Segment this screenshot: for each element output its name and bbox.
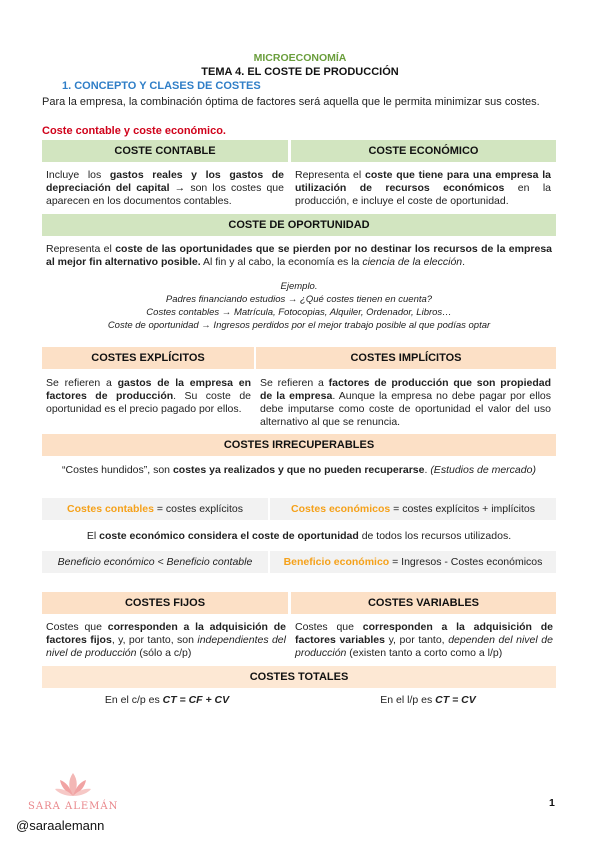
costes-fijos-header: COSTES FIJOS [42, 592, 288, 614]
costes-contables-equivalence: Costes contables = costes explícitos [42, 498, 268, 520]
coste-contable-text: Incluye los gastos reales y los gastos de depreciación del capital → son los costes que aparecen en los documentos contables. [46, 169, 285, 207]
example-label: Ejemplo. [280, 281, 318, 292]
costes-irrecuperables-header: COSTES IRRECUPERABLES [42, 434, 556, 456]
coste-oportunidad-text: Representa el coste de las oportunidades que se pierden por no destinar los recursos de la empresa al mejor fin alternativo posible. Al fin y al cabo, la economía es la ciencia de la elección. [46, 243, 552, 268]
costes-fijos-text: Costes que corresponden a la adquisición de factores fijos, y, por tanto, son independientes del nivel de producción (sólo a c/p) [46, 621, 286, 659]
costes-implicitos-header: COSTES IMPLÍCITOS [256, 347, 556, 369]
costes-economicos-equivalence: Costes económicos = costes explícitos + implícitos [270, 498, 556, 520]
subsection-heading: Coste contable y coste económico. [42, 125, 226, 137]
ct-largo-plazo: En el l/p es CT = CV [380, 694, 476, 706]
intro-text: Para la empresa, la combinación óptima de factores será aquella que le permita minimizar sus costes. [42, 96, 540, 108]
costes-explicitos-header: COSTES EXPLÍCITOS [42, 347, 254, 369]
example-line: Costes contables → Matrícula, Fotocopias, Alquiler, Ordenador, Libros… [146, 307, 452, 318]
costes-variables-header: COSTES VARIABLES [291, 592, 556, 614]
coste-economico-text: Representa el coste que tiene para una empresa la utilización de recursos económicos en la producción, e incluye el coste de oportunidad. [295, 169, 552, 207]
costes-irrecuperables-text: “Costes hundidos”, son costes ya realizados y que no pueden recuperarse. (Estudios de mercado) [62, 464, 536, 476]
coste-economico-note: El coste económico considera el coste de oportunidad de todos los recursos utilizados. [86, 530, 512, 542]
topic-title: TEMA 4. EL COSTE DE PRODUCCIÓN [201, 66, 399, 78]
subject-title: MICROECONOMÍA [253, 52, 347, 64]
example-line: Coste de oportunidad → Ingresos perdidos por el mejor trabajo posible al que podías optar [107, 320, 491, 331]
coste-economico-header: COSTE ECONÓMICO [291, 140, 556, 162]
author-handle: @saraalemann [16, 818, 105, 833]
beneficio-economico-formula: Beneficio económico = Ingresos - Costes económicos [270, 551, 556, 573]
beneficio-comparison: Beneficio económico < Beneficio contable [42, 551, 268, 573]
coste-contable-header: COSTE CONTABLE [42, 140, 288, 162]
page-number: 1 [549, 797, 555, 809]
costes-explicitos-text: Se refieren a gastos de la empresa en factores de producción. Su coste de oportunidad es el precio pagado por ellos. [46, 377, 252, 415]
coste-oportunidad-header: COSTE DE OPORTUNIDAD [42, 214, 556, 236]
costes-totales-header: COSTES TOTALES [42, 666, 556, 688]
example-line: Padres financiando estudios → ¿Qué costes tienen en cuenta? [165, 294, 433, 305]
section-heading: 1. CONCEPTO Y CLASES DE COSTES [62, 80, 261, 92]
brand-name: SARA ALEMÁN [28, 801, 119, 812]
lotus-icon [53, 770, 93, 800]
costes-variables-text: Costes que corresponden a la adquisición de factores variables y, por tanto, dependen del nivel de producción (existen tanto a corto como a l/p) [295, 621, 553, 659]
costes-implicitos-text: Se refieren a factores de producción que son propiedad de la empresa. Aunque la empresa no debe pagar por ellos debe imputarse como coste de oportunidad el valor del uso alternativo al que se renuncia. [260, 377, 551, 428]
ct-corto-plazo: En el c/p es CT = CF + CV [104, 694, 230, 706]
